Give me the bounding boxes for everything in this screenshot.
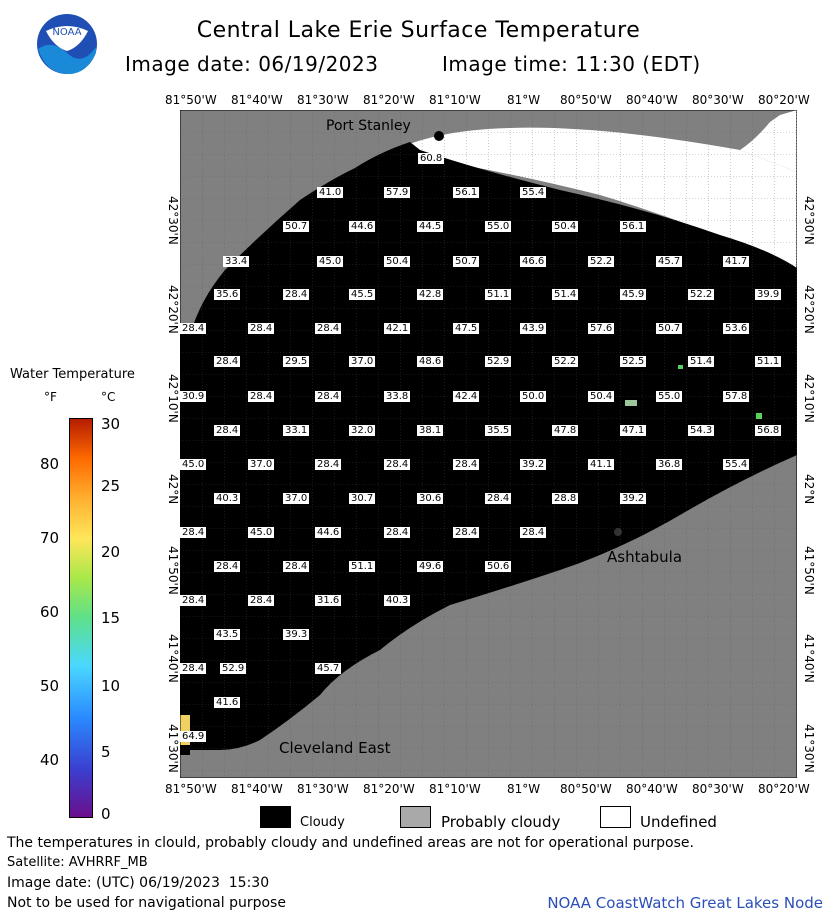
lat-tick: 41°40'N [166, 634, 180, 683]
temp-label: 45.0 [182, 459, 205, 470]
lon-tick: 80°20'W [758, 782, 810, 796]
image-time: Image time: 11:30 (EDT) [442, 52, 701, 76]
temp-label: 42.4 [455, 391, 478, 402]
temp-label: 57.9 [386, 187, 409, 198]
temp-label: 28.4 [182, 595, 205, 606]
lon-tick: 81°40'W [231, 93, 283, 107]
temp-label: 51.1 [351, 561, 374, 572]
f-scale-label: 60 [40, 603, 60, 621]
temp-label: 41.7 [725, 256, 748, 267]
temp-label: 43.5 [216, 629, 239, 640]
f-scale-label: 70 [40, 529, 60, 547]
c-scale-label: 15 [101, 609, 121, 627]
temp-label: 50.6 [487, 561, 510, 572]
temp-label: 45.7 [317, 663, 340, 674]
temp-label: 33.4 [225, 256, 248, 267]
lon-tick: 81°20'W [363, 782, 415, 796]
temp-label: 50.4 [590, 391, 613, 402]
temp-label: 48.6 [419, 356, 442, 367]
temp-label: 56.1 [622, 221, 645, 232]
temp-label: 56.8 [757, 425, 780, 436]
temp-label: 51.1 [757, 356, 780, 367]
lat-tick: 41°30'N [166, 724, 180, 773]
navigation-warning: Not to be used for navigational purpose [7, 895, 286, 911]
c-scale-label: 25 [101, 477, 121, 495]
temp-label: 30.9 [182, 391, 205, 402]
temp-label: 37.0 [351, 356, 374, 367]
credit: NOAA CoastWatch Great Lakes Node [547, 894, 823, 912]
temp-label: 28.4 [386, 527, 409, 538]
lon-tick: 80°50'W [560, 93, 612, 107]
temp-label: 28.4 [216, 425, 239, 436]
temp-label: 50.0 [522, 391, 545, 402]
temp-label: 28.4 [250, 323, 273, 334]
temp-label: 28.4 [487, 493, 510, 504]
temp-label: 50.7 [285, 221, 308, 232]
lat-tick: 42°20'N [802, 285, 816, 334]
cloudy-label: Cloudy [300, 815, 345, 830]
lon-tick: 80°30'W [692, 782, 744, 796]
temp-label: 45.0 [250, 527, 273, 538]
place-ashtabula: Ashtabula [607, 548, 683, 566]
temp-label: 44.6 [351, 221, 374, 232]
temp-label: 28.4 [182, 527, 205, 538]
c-scale-label: 10 [101, 677, 121, 695]
temp-label: 28.4 [285, 561, 308, 572]
temp-label: 35.5 [487, 425, 510, 436]
f-scale-label: 80 [40, 455, 60, 473]
temp-label: 44.5 [419, 221, 442, 232]
probably-cloudy-label: Probably cloudy [441, 813, 561, 831]
c-scale-label: 30 [101, 415, 121, 433]
image-date: Image date: 06/19/2023 [125, 52, 379, 76]
temp-label: 50.7 [658, 323, 681, 334]
unit-fahrenheit: °F [44, 390, 57, 404]
temp-label: 28.4 [386, 459, 409, 470]
temp-label: 33.1 [285, 425, 308, 436]
temp-label: 45.9 [622, 289, 645, 300]
legend-title: Water Temperature [10, 367, 135, 382]
f-scale-label: 50 [40, 677, 60, 695]
lat-tick: 41°40'N [802, 634, 816, 683]
page-title: Central Lake Erie Surface Temperature [196, 18, 641, 43]
lat-tick: 41°50'N [802, 546, 816, 595]
temp-label: 40.3 [386, 595, 409, 606]
temp-label: 28.4 [216, 356, 239, 367]
temp-label: 41.6 [216, 697, 239, 708]
cloudy-swatch [260, 806, 291, 828]
temp-label: 45.7 [658, 256, 681, 267]
temp-label: 46.6 [522, 256, 545, 267]
temp-label: 52.2 [690, 289, 713, 300]
c-scale-label: 0 [101, 805, 111, 823]
temp-label: 28.4 [250, 595, 273, 606]
temp-label: 51.4 [690, 356, 713, 367]
utc-date: Image date: (UTC) 06/19/2023 15:30 [7, 875, 270, 891]
temp-label: 64.9 [182, 731, 205, 742]
map-panel[interactable] [180, 110, 797, 778]
disclaimer: The temperatures in clould, probably cloudy and undefined areas are not for operational purpose. [7, 835, 694, 851]
lat-tick: 41°50'N [166, 546, 180, 595]
temp-label: 28.8 [554, 493, 577, 504]
c-scale-label: 5 [101, 743, 111, 761]
lon-tick: 81°30'W [297, 782, 349, 796]
lat-tick: 42°N [802, 474, 816, 505]
temp-label: 47.5 [455, 323, 478, 334]
lat-tick: 42°10'N [802, 374, 816, 423]
lon-tick: 81°10'W [429, 782, 481, 796]
temp-label: 38.1 [419, 425, 442, 436]
place-cleveland-east: Cleveland East [279, 739, 391, 757]
lon-tick: 80°30'W [692, 93, 744, 107]
unit-celsius: °C [101, 390, 116, 404]
temp-label: 41.0 [319, 187, 342, 198]
temp-label: 28.4 [522, 527, 545, 538]
temp-label: 51.4 [554, 289, 577, 300]
temp-label: 57.8 [725, 391, 748, 402]
temp-label: 53.6 [725, 323, 748, 334]
temp-label: 55.4 [522, 187, 545, 198]
lon-tick: 80°40'W [626, 93, 678, 107]
temperature-colorbar [69, 418, 93, 818]
temp-label: 28.4 [182, 663, 205, 674]
temp-label: 28.4 [216, 561, 239, 572]
lon-tick: 81°40'W [231, 782, 283, 796]
probably-cloudy-swatch [400, 806, 431, 828]
temp-label: 28.4 [317, 459, 340, 470]
temp-label: 52.9 [222, 663, 245, 674]
temp-label: 52.5 [622, 356, 645, 367]
temp-label: 30.7 [351, 493, 374, 504]
temp-label: 55.0 [487, 221, 510, 232]
undefined-label: Undefined [640, 813, 717, 831]
temp-label: 39.9 [757, 289, 780, 300]
place-port-stanley: Port Stanley [326, 118, 411, 134]
temp-label: 42.1 [386, 323, 409, 334]
temp-label: 56.1 [455, 187, 478, 198]
svg-text:NOAA: NOAA [52, 27, 82, 38]
temp-label: 42.8 [419, 289, 442, 300]
temp-label: 28.4 [285, 289, 308, 300]
temp-label: 54.3 [690, 425, 713, 436]
lat-tick: 42°20'N [166, 285, 180, 334]
temp-label: 44.6 [317, 527, 340, 538]
temp-label: 49.6 [419, 561, 442, 572]
temp-label: 28.4 [317, 323, 340, 334]
lat-tick: 42°N [166, 474, 180, 505]
undefined-swatch [600, 806, 631, 828]
lat-tick: 42°30'N [802, 196, 816, 245]
temp-label: 51.1 [487, 289, 510, 300]
temp-label: 30.6 [419, 493, 442, 504]
temp-label: 39.3 [285, 629, 308, 640]
temp-label: 28.4 [455, 459, 478, 470]
temp-label: 52.9 [487, 356, 510, 367]
lat-tick: 42°30'N [166, 196, 180, 245]
temp-label: 57.6 [590, 323, 613, 334]
temp-label: 45.0 [319, 256, 342, 267]
temp-label: 39.2 [622, 493, 645, 504]
lon-tick: 81°20'W [363, 93, 415, 107]
temp-label: 39.2 [522, 459, 545, 470]
temp-label: 33.8 [386, 391, 409, 402]
temp-label: 47.8 [554, 425, 577, 436]
temp-label: 36.8 [658, 459, 681, 470]
temp-label: 37.0 [285, 493, 308, 504]
temp-label: 28.4 [250, 391, 273, 402]
c-scale-label: 20 [101, 543, 121, 561]
temp-label: 40.3 [216, 493, 239, 504]
temp-label: 28.4 [182, 323, 205, 334]
lon-tick: 81°50'W [165, 782, 217, 796]
temp-label: 60.8 [420, 153, 443, 164]
temp-label: 52.2 [554, 356, 577, 367]
temp-label: 45.5 [351, 289, 374, 300]
temp-label: 52.2 [590, 256, 613, 267]
lon-tick: 80°40'W [626, 782, 678, 796]
temp-label: 47.1 [622, 425, 645, 436]
lon-tick: 81°50'W [165, 93, 217, 107]
temp-label: 32.0 [351, 425, 374, 436]
temp-label: 50.7 [455, 256, 478, 267]
temp-label: 29.5 [285, 356, 308, 367]
temp-label: 43.9 [522, 323, 545, 334]
lon-tick: 81°W [507, 93, 541, 107]
lon-tick: 81°30'W [297, 93, 349, 107]
f-scale-label: 40 [40, 751, 60, 769]
temp-label: 35.6 [216, 289, 239, 300]
temp-label: 31.6 [317, 595, 340, 606]
lon-tick: 80°50'W [560, 782, 612, 796]
temp-label: 50.4 [386, 256, 409, 267]
temp-label: 37.0 [250, 459, 273, 470]
temp-label: 50.4 [554, 221, 577, 232]
lon-tick: 81°10'W [429, 93, 481, 107]
temp-label: 55.4 [725, 459, 748, 470]
lon-tick: 80°20'W [758, 93, 810, 107]
lon-tick: 81°W [507, 782, 541, 796]
satellite: Satellite: AVHRRF_MB [7, 855, 148, 870]
temp-label: 28.4 [317, 391, 340, 402]
lat-tick: 41°30'N [802, 724, 816, 773]
temp-label: 41.1 [590, 459, 613, 470]
temp-label: 28.4 [455, 527, 478, 538]
lat-tick: 42°10'N [166, 374, 180, 423]
temp-label: 55.0 [658, 391, 681, 402]
